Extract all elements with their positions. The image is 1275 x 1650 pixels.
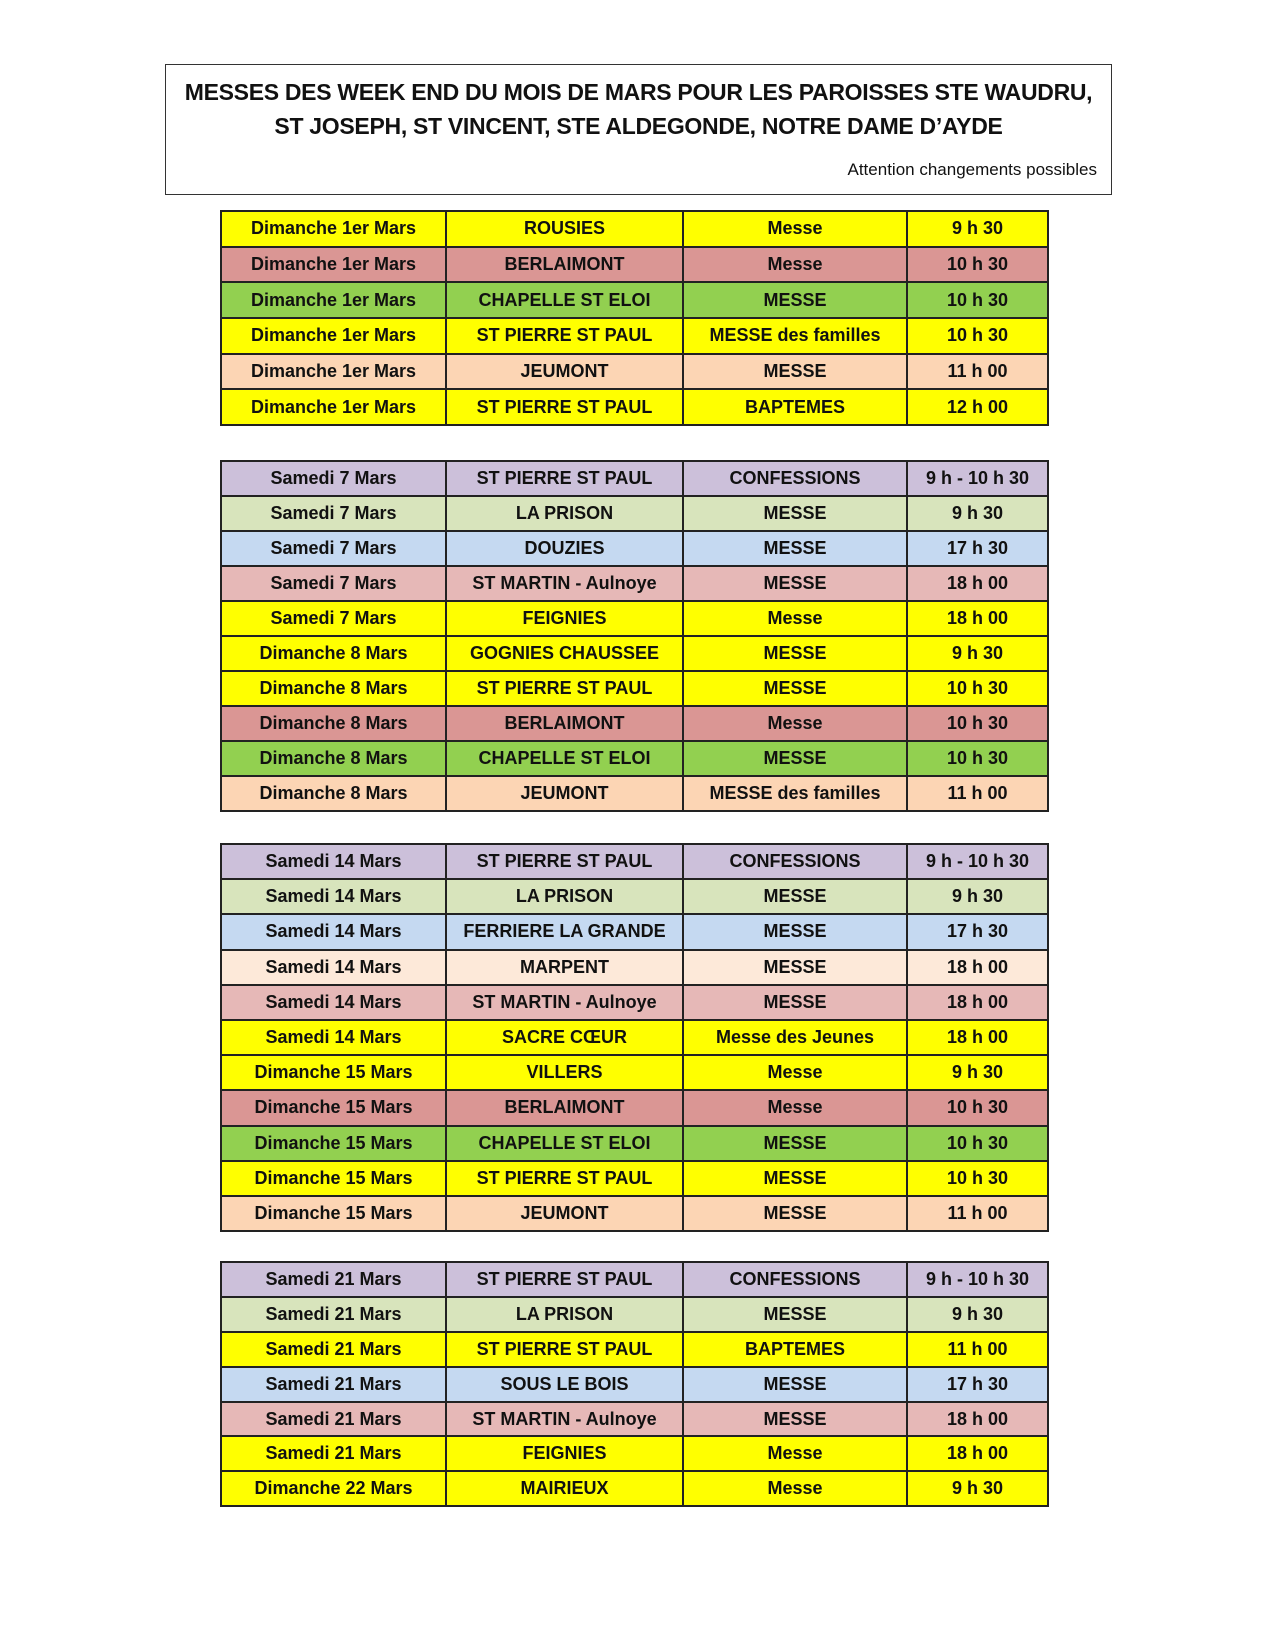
table-row — [221, 671, 1048, 706]
type-cell: Messe des Jeunes — [683, 1020, 907, 1055]
time-cell: 12 h 00 — [907, 389, 1048, 425]
time-cell: 10 h 30 — [907, 741, 1048, 776]
time-cell: 11 h 00 — [907, 354, 1048, 390]
place-cell: SACRE CŒUR — [446, 1020, 683, 1055]
table-row — [221, 1297, 1048, 1332]
date-cell: Samedi 21 Mars — [221, 1332, 446, 1367]
time-cell: 10 h 30 — [907, 247, 1048, 283]
table-row — [221, 844, 1048, 879]
table-row — [221, 1161, 1048, 1196]
schedule-table — [220, 1261, 1049, 1507]
place-cell: ST PIERRE ST PAUL — [446, 461, 683, 496]
date-cell: Dimanche 1er Mars — [221, 211, 446, 247]
table-row — [221, 1402, 1048, 1437]
table-row — [221, 1262, 1048, 1297]
date-cell: Samedi 21 Mars — [221, 1367, 446, 1402]
place-cell: MAIRIEUX — [446, 1471, 683, 1506]
time-cell: 10 h 30 — [907, 1161, 1048, 1196]
time-cell: 10 h 30 — [907, 706, 1048, 741]
date-cell: Samedi 14 Mars — [221, 879, 446, 914]
place-cell: MARPENT — [446, 950, 683, 985]
schedule-table — [220, 210, 1049, 426]
type-cell: Messe — [683, 1471, 907, 1506]
date-cell: Samedi 7 Mars — [221, 461, 446, 496]
place-cell: LA PRISON — [446, 879, 683, 914]
place-cell: ST PIERRE ST PAUL — [446, 389, 683, 425]
place-cell: ST MARTIN - Aulnoye — [446, 985, 683, 1020]
time-cell: 9 h - 10 h 30 — [907, 461, 1048, 496]
type-cell: Messe — [683, 247, 907, 283]
header-box — [165, 64, 1112, 195]
time-cell: 9 h 30 — [907, 879, 1048, 914]
time-cell: 9 h 30 — [907, 1297, 1048, 1332]
table-row — [221, 950, 1048, 985]
date-cell: Samedi 21 Mars — [221, 1436, 446, 1471]
time-cell: 9 h - 10 h 30 — [907, 844, 1048, 879]
date-cell: Dimanche 1er Mars — [221, 318, 446, 354]
time-cell: 18 h 00 — [907, 1402, 1048, 1437]
place-cell: BERLAIMONT — [446, 1090, 683, 1125]
type-cell: Messe — [683, 706, 907, 741]
type-cell: Messe — [683, 211, 907, 247]
table-row — [221, 636, 1048, 671]
place-cell: BERLAIMONT — [446, 247, 683, 283]
date-cell: Dimanche 15 Mars — [221, 1161, 446, 1196]
time-cell: 17 h 30 — [907, 531, 1048, 566]
table-row — [221, 1126, 1048, 1161]
date-cell: Dimanche 8 Mars — [221, 636, 446, 671]
time-cell: 18 h 00 — [907, 1436, 1048, 1471]
place-cell: ST PIERRE ST PAUL — [446, 318, 683, 354]
place-cell: CHAPELLE ST ELOI — [446, 741, 683, 776]
date-cell: Dimanche 8 Mars — [221, 706, 446, 741]
date-cell: Dimanche 15 Mars — [221, 1126, 446, 1161]
place-cell: CHAPELLE ST ELOI — [446, 1126, 683, 1161]
type-cell: MESSE — [683, 282, 907, 318]
table-row — [221, 1196, 1048, 1231]
table-row — [221, 1090, 1048, 1125]
date-cell: Samedi 21 Mars — [221, 1402, 446, 1437]
place-cell: ST PIERRE ST PAUL — [446, 1161, 683, 1196]
place-cell: FEIGNIES — [446, 601, 683, 636]
type-cell: MESSE — [683, 1297, 907, 1332]
time-cell: 10 h 30 — [907, 282, 1048, 318]
type-cell: BAPTEMES — [683, 1332, 907, 1367]
time-cell: 11 h 00 — [907, 776, 1048, 811]
table-row — [221, 354, 1048, 390]
time-cell: 18 h 00 — [907, 1020, 1048, 1055]
time-cell: 10 h 30 — [907, 1126, 1048, 1161]
time-cell: 11 h 00 — [907, 1196, 1048, 1231]
type-cell: MESSE — [683, 496, 907, 531]
table-row — [221, 776, 1048, 811]
type-cell: MESSE — [683, 636, 907, 671]
type-cell: Messe — [683, 1436, 907, 1471]
type-cell: MESSE — [683, 1126, 907, 1161]
date-cell: Dimanche 1er Mars — [221, 247, 446, 283]
schedule-table — [220, 843, 1049, 1232]
type-cell: Messe — [683, 1090, 907, 1125]
type-cell: MESSE — [683, 741, 907, 776]
table-row — [221, 211, 1048, 247]
table-row — [221, 985, 1048, 1020]
time-cell: 18 h 00 — [907, 601, 1048, 636]
date-cell: Dimanche 22 Mars — [221, 1471, 446, 1506]
type-cell: MESSE — [683, 1367, 907, 1402]
time-cell: 9 h 30 — [907, 1471, 1048, 1506]
place-cell: SOUS LE BOIS — [446, 1367, 683, 1402]
type-cell: MESSE — [683, 1161, 907, 1196]
time-cell: 9 h 30 — [907, 211, 1048, 247]
type-cell: MESSE — [683, 914, 907, 949]
table-row — [221, 706, 1048, 741]
place-cell: CHAPELLE ST ELOI — [446, 282, 683, 318]
date-cell: Samedi 14 Mars — [221, 1020, 446, 1055]
date-cell: Dimanche 15 Mars — [221, 1055, 446, 1090]
date-cell: Dimanche 1er Mars — [221, 282, 446, 318]
type-cell: MESSE — [683, 879, 907, 914]
date-cell: Dimanche 8 Mars — [221, 776, 446, 811]
time-cell: 18 h 00 — [907, 985, 1048, 1020]
date-cell: Samedi 21 Mars — [221, 1262, 446, 1297]
time-cell: 9 h 30 — [907, 496, 1048, 531]
table-row — [221, 1471, 1048, 1506]
schedule-table — [220, 460, 1049, 812]
time-cell: 10 h 30 — [907, 1090, 1048, 1125]
type-cell: Messe — [683, 601, 907, 636]
date-cell: Samedi 7 Mars — [221, 496, 446, 531]
place-cell: JEUMONT — [446, 354, 683, 390]
table-row — [221, 914, 1048, 949]
table-row — [221, 461, 1048, 496]
type-cell: MESSE — [683, 950, 907, 985]
date-cell: Samedi 21 Mars — [221, 1297, 446, 1332]
date-cell: Samedi 14 Mars — [221, 950, 446, 985]
date-cell: Dimanche 8 Mars — [221, 671, 446, 706]
type-cell: MESSE des familles — [683, 318, 907, 354]
place-cell: ST MARTIN - Aulnoye — [446, 566, 683, 601]
type-cell: MESSE — [683, 671, 907, 706]
place-cell: BERLAIMONT — [446, 706, 683, 741]
type-cell: Messe — [683, 1055, 907, 1090]
table-row — [221, 1055, 1048, 1090]
table-row — [221, 282, 1048, 318]
title-line-1: MESSES DES WEEK END DU MOIS DE MARS POUR LES PAROISSES STE WAUDRU, — [184, 79, 1093, 105]
page-title — [166, 75, 1111, 143]
table-row — [221, 247, 1048, 283]
place-cell: JEUMONT — [446, 1196, 683, 1231]
place-cell: GOGNIES CHAUSSEE — [446, 636, 683, 671]
date-cell: Samedi 7 Mars — [221, 566, 446, 601]
time-cell: 18 h 00 — [907, 566, 1048, 601]
place-cell: ST MARTIN - Aulnoye — [446, 1402, 683, 1437]
time-cell: 9 h - 10 h 30 — [907, 1262, 1048, 1297]
time-cell: 17 h 30 — [907, 914, 1048, 949]
time-cell: 10 h 30 — [907, 318, 1048, 354]
table-row — [221, 1436, 1048, 1471]
table-row — [221, 1367, 1048, 1402]
date-cell: Samedi 14 Mars — [221, 985, 446, 1020]
date-cell: Dimanche 1er Mars — [221, 389, 446, 425]
time-cell: 9 h 30 — [907, 1055, 1048, 1090]
table-row — [221, 389, 1048, 425]
date-cell: Samedi 14 Mars — [221, 844, 446, 879]
time-cell: 11 h 00 — [907, 1332, 1048, 1367]
date-cell: Dimanche 8 Mars — [221, 741, 446, 776]
type-cell: CONFESSIONS — [683, 1262, 907, 1297]
table-row — [221, 531, 1048, 566]
place-cell: JEUMONT — [446, 776, 683, 811]
place-cell: ROUSIES — [446, 211, 683, 247]
place-cell: ST PIERRE ST PAUL — [446, 1262, 683, 1297]
place-cell: ST PIERRE ST PAUL — [446, 844, 683, 879]
table-row — [221, 496, 1048, 531]
place-cell: LA PRISON — [446, 496, 683, 531]
place-cell: ST PIERRE ST PAUL — [446, 671, 683, 706]
table-row — [221, 741, 1048, 776]
table-row — [221, 318, 1048, 354]
time-cell: 18 h 00 — [907, 950, 1048, 985]
type-cell: MESSE des familles — [683, 776, 907, 811]
table-row — [221, 1332, 1048, 1367]
type-cell: CONFESSIONS — [683, 461, 907, 496]
date-cell: Samedi 7 Mars — [221, 531, 446, 566]
time-cell: 10 h 30 — [907, 671, 1048, 706]
type-cell: MESSE — [683, 354, 907, 390]
place-cell: FEIGNIES — [446, 1436, 683, 1471]
place-cell: DOUZIES — [446, 531, 683, 566]
date-cell: Dimanche 1er Mars — [221, 354, 446, 390]
place-cell: LA PRISON — [446, 1297, 683, 1332]
type-cell: MESSE — [683, 1402, 907, 1437]
changes-note: Attention changements possibles — [847, 160, 1097, 179]
table-row — [221, 601, 1048, 636]
time-cell: 9 h 30 — [907, 636, 1048, 671]
type-cell: CONFESSIONS — [683, 844, 907, 879]
table-row — [221, 879, 1048, 914]
type-cell: MESSE — [683, 566, 907, 601]
table-row — [221, 1020, 1048, 1055]
type-cell: MESSE — [683, 985, 907, 1020]
type-cell: MESSE — [683, 531, 907, 566]
place-cell: FERRIERE LA GRANDE — [446, 914, 683, 949]
type-cell: BAPTEMES — [683, 389, 907, 425]
table-row — [221, 566, 1048, 601]
date-cell: Samedi 7 Mars — [221, 601, 446, 636]
place-cell: ST PIERRE ST PAUL — [446, 1332, 683, 1367]
place-cell: VILLERS — [446, 1055, 683, 1090]
date-cell: Dimanche 15 Mars — [221, 1090, 446, 1125]
time-cell: 17 h 30 — [907, 1367, 1048, 1402]
type-cell: MESSE — [683, 1196, 907, 1231]
title-line-2: ST JOSEPH, ST VINCENT, STE ALDEGONDE, NOTRE DAME D’AYDE — [274, 113, 1003, 139]
date-cell: Samedi 14 Mars — [221, 914, 446, 949]
date-cell: Dimanche 15 Mars — [221, 1196, 446, 1231]
